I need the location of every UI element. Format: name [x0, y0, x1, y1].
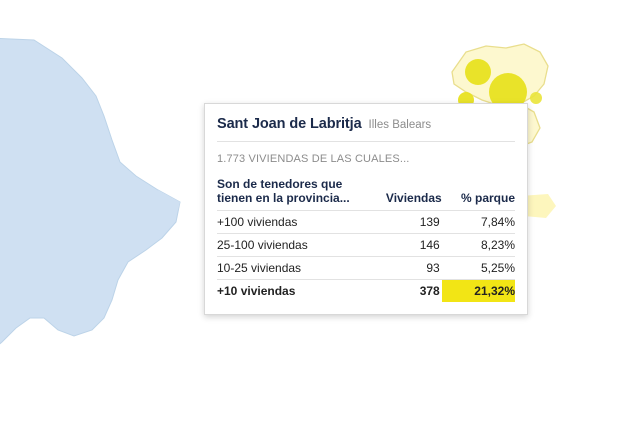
- tenure-viviendas: 146: [366, 234, 442, 257]
- tenure-label: +10 viviendas: [217, 280, 366, 303]
- tenure-viviendas: 139: [366, 211, 442, 234]
- table-row[interactable]: [217, 211, 515, 234]
- tenure-label: 25-100 viviendas: [217, 234, 366, 257]
- table-row[interactable]: [217, 234, 515, 257]
- region-summary: 1.773 VIVIENDAS DE LAS CUALES...: [217, 153, 410, 165]
- tenure-table-header-row: [217, 177, 515, 211]
- region-subtitle: Illes Balears: [368, 119, 432, 131]
- tenure-label: 10-25 viviendas: [217, 257, 366, 280]
- tenure-viviendas: 93: [366, 257, 442, 280]
- bubble-marker-tiny[interactable]: [530, 92, 542, 104]
- tenure-parque: 7,84%: [442, 211, 515, 234]
- column-header-viviendas: Viviendas: [385, 191, 442, 205]
- tooltip-header: [217, 116, 515, 142]
- tenure-table-head: [217, 177, 515, 211]
- tenure-table-wrapper: [217, 177, 515, 304]
- tenure-label: +100 viviendas: [217, 211, 366, 234]
- tenure-parque: 5,25%: [442, 257, 515, 280]
- tenure-parque: 21,32%: [442, 280, 515, 303]
- bubble-marker-medium[interactable]: [465, 59, 491, 85]
- column-header-label: Son de tenedores que tienen en la provincia...: [217, 177, 350, 205]
- tenure-viviendas: 378: [366, 280, 442, 303]
- tenure-parque: 8,23%: [442, 234, 515, 257]
- table-row[interactable]: [217, 257, 515, 280]
- tenure-table-body: [217, 211, 515, 303]
- region-tooltip[interactable]: [204, 103, 528, 315]
- table-row[interactable]: [217, 280, 515, 303]
- column-header-parque: % parque: [460, 191, 515, 205]
- tenure-table: [217, 177, 515, 302]
- region-title: Sant Joan de Labritja: [217, 116, 362, 132]
